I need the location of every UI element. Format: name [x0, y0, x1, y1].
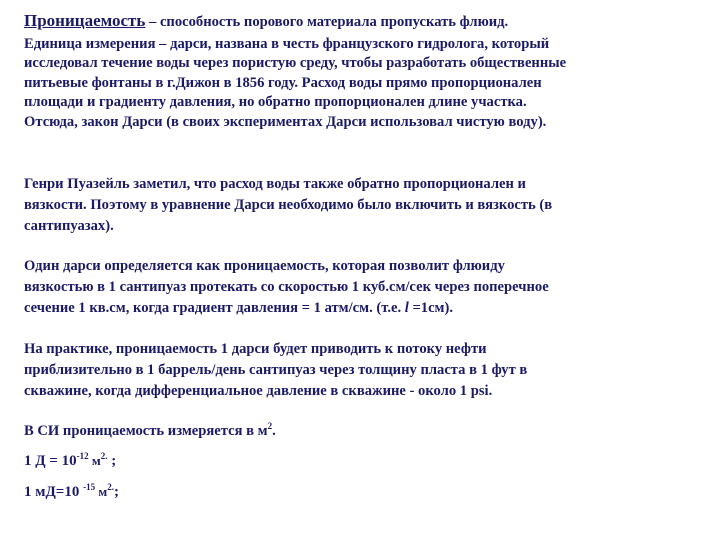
formula-end: ; [107, 453, 117, 469]
formula-unit-exponent: 2. [100, 451, 108, 461]
formula-lhs: 1 мД=10 [24, 484, 84, 500]
darcy-conversion-formula [24, 453, 116, 470]
definition-line [24, 11, 509, 30]
darcy-definition-end: =1см). [408, 300, 453, 316]
darcy-definition-paragraph [24, 256, 704, 319]
si-units-paragraph [24, 421, 704, 442]
definition-text: – способность порового материала пропускать флюид. [145, 14, 509, 30]
formula-exponent: -15 [83, 482, 96, 492]
formula-unit-exponent: 2. [107, 482, 114, 492]
darcy-unit-history-text: Единица измерения – дарси, названа в честь французского гидролога, который исследовал течение воды через пористую среду, чтобы разработать общественные питьевые фонтаны в г.Дижон в 1856 году. Расход воды прямо пропорционален площади и градиенту давления, но обратно пропорционален длине участка. Отсюда, закон Дарси (в своих экспериментах Дарси использовал чистую воду). [24, 35, 567, 130]
si-units-exponent: 2 [267, 421, 273, 431]
darcy-definition-text: Один дарси определяется как проницаемость, которая позволит флюиду вязкостью в 1 сантипуаз протекать со скоростью 1 куб.см/сек через поперечное сечение 1 кв.см, когда градиент давления = 1 атм/см. (т.е. [24, 258, 549, 316]
practical-darcy-paragraph: На практике, проницаемость 1 дарси будет приводить к потоку нефти приблизительно в 1 баррель/день сантипуаз через толщину пласта в 1 фут в скважине, когда дифференциальное давление в скважине - около 1 psi. [24, 341, 528, 399]
term-permeability: Проницаемость [24, 11, 146, 30]
formula-exponent: -12 [76, 451, 89, 461]
permeability-definition-paragraph [24, 11, 704, 132]
formula-unit: м [95, 484, 108, 499]
length-symbol: l [404, 300, 409, 316]
poiseuille-viscosity-paragraph: Генри Пуазейль заметил, что расход воды также обратно пропорционален и вязкости. Поэтому в уравнение Дарси необходимо было включить и вязкость (в сантипуазах). [24, 176, 553, 234]
si-units-text: В СИ проницаемость измеряется в м [24, 423, 268, 439]
formula-lhs: 1 Д = 10 [24, 453, 77, 469]
formula-end: ; [113, 484, 119, 500]
si-units-end: . [272, 423, 276, 439]
formula-unit: м [88, 453, 101, 468]
millidarcy-conversion-formula [24, 484, 119, 501]
